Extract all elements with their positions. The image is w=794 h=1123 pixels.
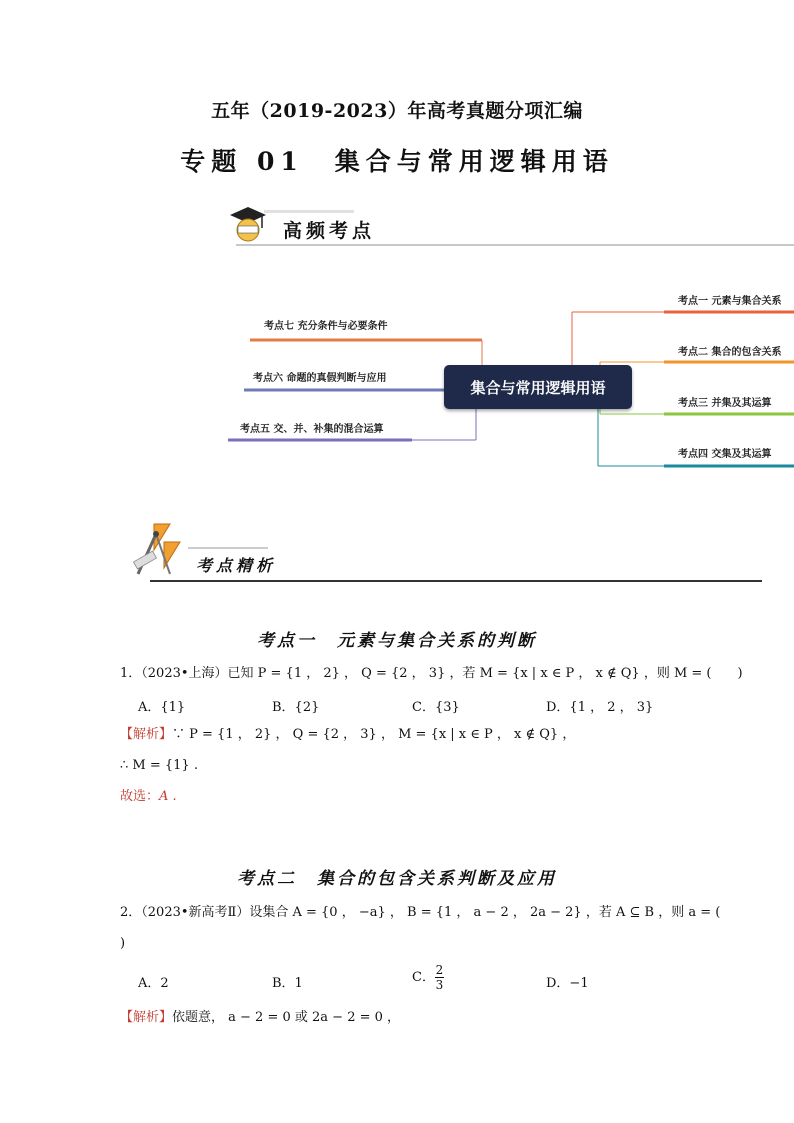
banner-analysis-label: 考点精析 (196, 556, 277, 575)
question2-solution (120, 1008, 400, 1028)
option-c-prefix: C． (412, 970, 435, 985)
mindmap-node-topic1: 考点一 元素与集合关系 (678, 296, 782, 307)
question1-conclusion: ∴ M = {1} . (120, 758, 198, 773)
fraction-denominator: 3 (435, 978, 444, 992)
topic-title: 专题 01 集合与常用逻辑用语 (180, 147, 614, 176)
question2-option-d: D．−1 (546, 976, 589, 991)
banner-tab-decoration (188, 547, 268, 549)
mindmap-connectors (0, 280, 794, 480)
banner-high-frequency-label: 高频考点 (283, 220, 376, 242)
mindmap-node-topic7: 考点七 充分条件与必要条件 (264, 321, 388, 332)
mindmap-node-topic5: 考点五 交、并、补集的混合运算 (240, 424, 384, 435)
question1-option-a: A．{1} (138, 700, 186, 715)
question2-option-a: A．2 (138, 976, 169, 991)
mindmap-node-topic3: 考点三 并集及其运算 (678, 398, 772, 409)
solution-tag: 【解析】 (120, 727, 173, 742)
ruler-compass-icon (130, 520, 190, 580)
mindmap-node-topic4: 考点四 交集及其运算 (678, 449, 772, 460)
banner-divider (150, 580, 762, 582)
question2-option-b: B．1 (272, 976, 303, 991)
question2-text: 2．（2023•新高考Ⅱ）设集合 A = {0 ， −a} ， B = {1 ， a − 2 ， 2a − 2} ，若 A ⊆ B ，则 a = ( (120, 905, 721, 920)
solution-line: ∵ P = {1 ， 2} ， Q = {2 ， 3} ， M = {x | x ∈ P ， x ∉ Q} ， (172, 727, 576, 742)
answer-prefix: 故选： (120, 789, 160, 804)
banner-tab-decoration (264, 210, 354, 213)
banner-divider (236, 244, 794, 246)
answer-value: A . (159, 789, 177, 804)
mindmap-node-topic6: 考点六 命题的真假判断与应用 (253, 373, 387, 384)
fraction-numerator: 2 (435, 963, 444, 977)
question1-option-d: D．{1 ， 2 ， 3} (546, 700, 654, 715)
question1-answer (120, 787, 177, 807)
section1-heading: 考点一 元素与集合关系的判断 (257, 631, 537, 651)
question1-solution (120, 725, 575, 745)
document-title: 五年（2019-2023）年高考真题分项汇编 (211, 100, 583, 122)
mindmap-node-topic2: 考点二 集合的包含关系 (678, 347, 782, 358)
question1-option-b: B．{2} (272, 700, 320, 715)
solution-line: 依题意， a − 2 = 0 或 2a − 2 = 0 ， (172, 1010, 401, 1025)
question1-option-c: C．{3} (412, 700, 460, 715)
graduate-cap-icon (228, 204, 268, 244)
question2-option-c (412, 963, 444, 992)
question2-text-cont: ) (120, 936, 126, 951)
question1-text: 1．（2023•上海）已知 P = {1 ， 2} ， Q = {2 ， 3} ，若 M = {x | x ∈ P ， x ∉ Q} ，则 M = ( ) (120, 666, 743, 681)
fraction (435, 963, 444, 992)
solution-tag: 【解析】 (120, 1010, 173, 1025)
section2-heading: 考点二 集合的包含关系判断及应用 (237, 869, 557, 889)
mindmap-center-node: 集合与常用逻辑用语 (444, 365, 632, 409)
